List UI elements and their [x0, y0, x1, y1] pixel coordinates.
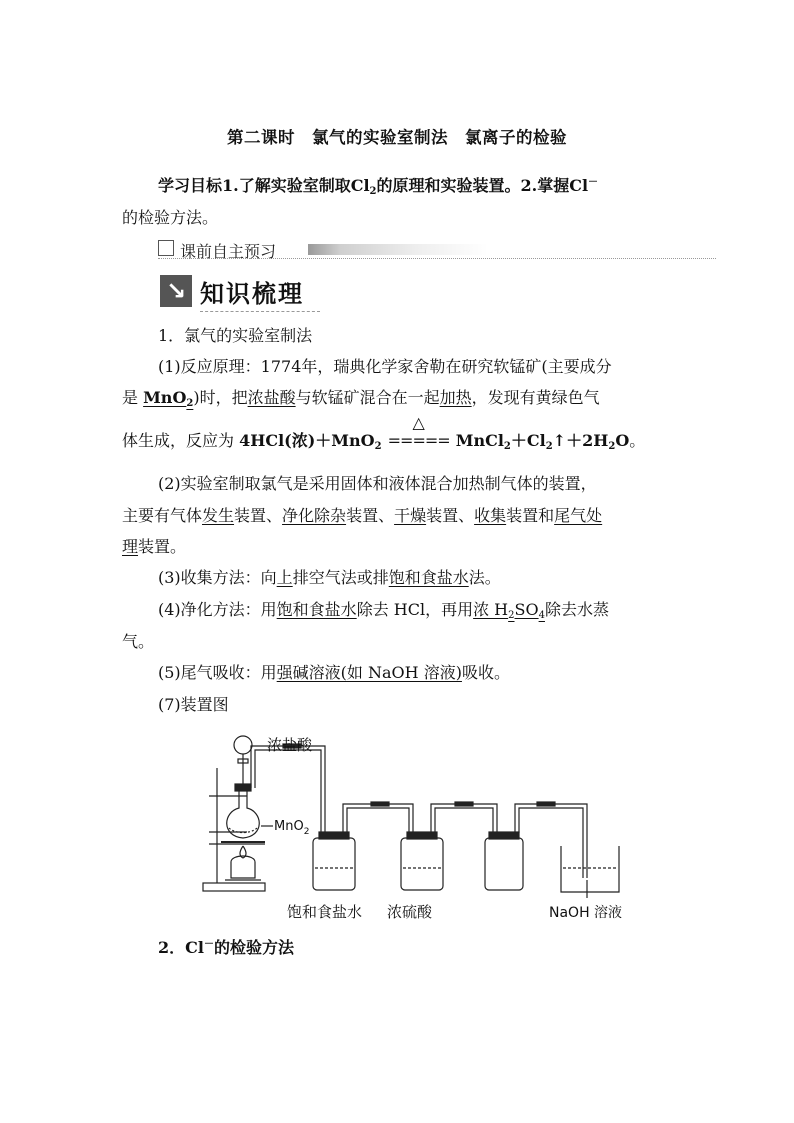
- label-mno2-sub: 2: [303, 827, 310, 837]
- s1-p5: [158, 663, 710, 683]
- separatory-funnel: [234, 736, 252, 754]
- s1-p2-pur: 净化除杂: [282, 506, 347, 525]
- s1-p2-tail: 尾气处: [554, 506, 603, 525]
- s1-p1-mno2: MnO: [143, 388, 187, 407]
- label-sat: 饱和食盐水: [287, 903, 363, 921]
- objectives-label: 学习目标: [158, 176, 223, 195]
- bottle-3: [485, 838, 523, 890]
- objectives-line2: 的检验方法。: [122, 208, 219, 227]
- objectives-cl-minus: Cl: [569, 176, 589, 195]
- s1-p5-text: 吸收。: [461, 663, 510, 682]
- s1-p3-text: 排空气法或排: [292, 568, 389, 587]
- label-mno2-text: MnO: [274, 819, 304, 834]
- arrow-down-right-icon: ↘: [160, 275, 192, 307]
- s1-p6: (7)装置图: [158, 695, 229, 714]
- s1-p2-text: 装置、: [426, 506, 475, 525]
- s1-p2-dry: 干燥: [394, 506, 427, 525]
- tube-4-connector: [537, 802, 555, 806]
- s1-p1-acid: 浓盐酸: [247, 388, 296, 407]
- s1-p4-text: (4)净化方法：用: [158, 600, 277, 619]
- bottle-1-stopper: [319, 832, 349, 839]
- s1-p5-base: 强碱溶液(如 NaOH 溶液): [276, 663, 462, 682]
- label-h2so4: 浓硫酸: [387, 903, 433, 921]
- s1-p3-text: 法。: [468, 568, 501, 587]
- tube-3-inner: [435, 808, 493, 833]
- s1-p3-sat: 饱和食盐水: [388, 568, 469, 587]
- objectives-cl: Cl: [350, 176, 370, 195]
- bottle-3-stopper: [489, 832, 519, 839]
- s1-p1-text: )时，把: [193, 388, 248, 407]
- s1-p2-line2: [122, 506, 674, 526]
- tube-4: [515, 804, 587, 878]
- objectives-line1: [158, 176, 710, 196]
- s1-p1-text: 。: [629, 431, 646, 450]
- equation-right-3: ↑＋2H: [552, 431, 609, 450]
- s1-p4-conc-sub2: 2: [508, 610, 515, 621]
- tube-2-connector: [371, 802, 389, 806]
- equation-heat-sign: [387, 413, 451, 451]
- delta-icon: △: [412, 413, 425, 432]
- s1-p1-line1: (1)反应原理：1774年，瑞典化学家舍勒在研究软锰矿(主要成分: [158, 357, 612, 376]
- s1-p2-line3: [122, 537, 674, 557]
- s1-heading: 1．氯气的实验室制法: [158, 326, 313, 345]
- alcohol-lamp: [231, 856, 255, 878]
- s1-p2-line1: (2)实验室制取氯气是采用固体和液体混合加热制气体的装置，: [158, 474, 597, 493]
- equation-left: 4HCl(浓)＋MnO: [239, 431, 375, 450]
- s1-p1-text: 体生成，反应为: [122, 431, 240, 450]
- s2-heading-text: 2．Cl: [158, 938, 204, 957]
- s1-p2-text: 装置、: [346, 506, 395, 525]
- s2-heading-sup: －: [203, 939, 214, 950]
- section-header-label: 知识梳理: [200, 280, 304, 308]
- page-title: 第二课时 氯气的实验室制法 氯离子的检验: [227, 128, 567, 147]
- s1-p3: [158, 568, 710, 588]
- s2-heading: [158, 938, 710, 958]
- tube-2-inner: [347, 808, 409, 833]
- s1-p2-text: 装置、: [234, 506, 283, 525]
- s1-p1-line2: [122, 388, 674, 408]
- s1-p3-up: 上: [276, 568, 293, 587]
- equation-right-4: O: [615, 431, 630, 450]
- section-header-dash: [200, 311, 320, 312]
- s1-p2-text: 装置和: [506, 506, 555, 525]
- preview-bar-label: 课前自主预习: [180, 242, 277, 261]
- label-naoh: NaOH 溶液: [549, 905, 623, 921]
- section-header: [160, 274, 330, 310]
- bottle-2: [401, 838, 443, 890]
- s2-heading-text-2: 的检验方法: [213, 938, 294, 957]
- s1-p1-equation-line: [122, 413, 674, 452]
- s1-p5-text: (5)尾气吸收：用: [158, 663, 277, 682]
- s1-p2-text: 主要有气体: [122, 506, 203, 525]
- s1-p4-conc: 浓 H: [473, 600, 509, 619]
- objectives-text-1: 1.了解实验室制取: [222, 176, 351, 195]
- equation-left-sub: 2: [374, 441, 382, 452]
- equation-right-3-sub: 2: [608, 441, 616, 452]
- preview-bar: [158, 239, 716, 259]
- s1-p1-mno2-sub: 2: [186, 398, 194, 409]
- bottle-1: [313, 838, 355, 890]
- round-flask: [227, 790, 260, 838]
- s1-p4-conc-sub4: 4: [538, 610, 545, 621]
- s1-p1-text: 与软锰矿混合在一起: [295, 388, 440, 407]
- s1-p4-line1: [158, 600, 710, 620]
- equation-right-1: MnCl: [455, 431, 504, 450]
- s1-p4-conc-so: SO: [514, 600, 539, 619]
- label-mno2: [274, 819, 309, 837]
- apparatus-diagram: [195, 728, 645, 928]
- s1-p2-text: 装置。: [138, 537, 187, 556]
- equation-sign: =====: [387, 431, 450, 450]
- s1-p2-col: 收集: [474, 506, 507, 525]
- s1-p1-text: ，发现有黄绿色气: [471, 388, 600, 407]
- bottle-2-stopper: [407, 832, 437, 839]
- tube-3-connector: [455, 802, 473, 806]
- preview-bar-gradient: [308, 244, 488, 255]
- s1-p2-tail-end: 理: [122, 537, 139, 556]
- s1-p3-text: (3)收集方法：向: [158, 568, 277, 587]
- s1-p4-text: 除去 HCl，再用: [356, 600, 474, 619]
- s1-p1-text: 是: [122, 388, 144, 407]
- equation-right-2-sub: 2: [545, 441, 553, 452]
- objectives-minus-sup: －: [588, 177, 599, 188]
- equation-right-1-sub: 2: [503, 441, 511, 452]
- label-acid: 浓盐酸: [267, 736, 313, 754]
- flask-stopper: [235, 784, 251, 791]
- preview-bar-arrow-icon: [158, 240, 174, 256]
- s1-p1-heat: 加热: [439, 388, 472, 407]
- s1-p4-line2: 气。: [122, 632, 155, 651]
- s1-p2-gen: 发生: [202, 506, 235, 525]
- stand-base: [203, 883, 265, 891]
- equation-right-2: ＋Cl: [510, 431, 546, 450]
- s1-p4-sat: 饱和食盐水: [276, 600, 357, 619]
- beaker: [561, 846, 619, 892]
- objectives-cl-sub: 2: [369, 186, 377, 197]
- s1-p4-text: 除去水蒸: [544, 600, 609, 619]
- objectives-text-2: 的原理和实验装置。2.掌握: [376, 176, 570, 195]
